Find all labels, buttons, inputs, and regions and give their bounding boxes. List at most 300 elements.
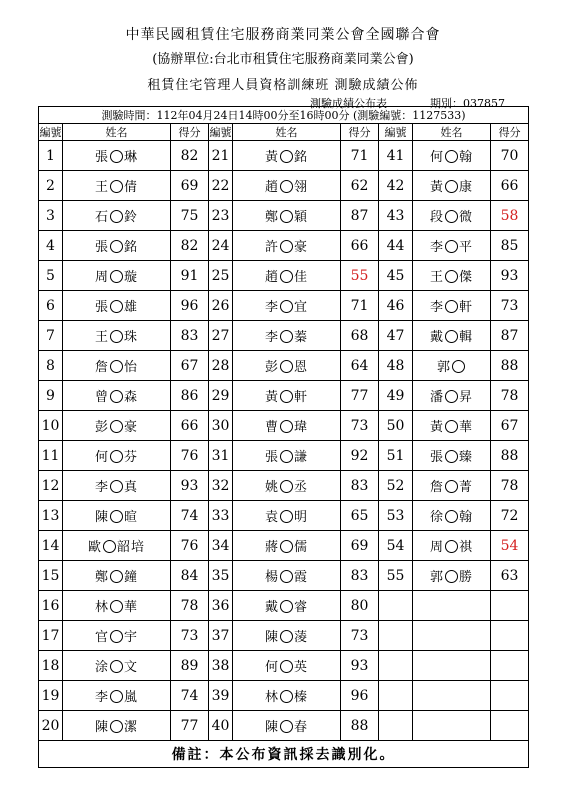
entry-number: 31 bbox=[209, 441, 233, 471]
entry-number: 9 bbox=[39, 381, 63, 411]
header-score: 得分 bbox=[341, 124, 379, 141]
entry-name bbox=[63, 651, 171, 681]
circle-mask-icon bbox=[445, 300, 458, 313]
given-name: 文 bbox=[124, 660, 139, 675]
entry-score: 78 bbox=[171, 591, 209, 621]
entry-name bbox=[63, 261, 171, 291]
entry-number: 30 bbox=[209, 411, 233, 441]
circle-mask-icon bbox=[280, 330, 293, 343]
given-name: 昇 bbox=[459, 390, 474, 405]
entry-score: 78 bbox=[491, 381, 529, 411]
entry-name bbox=[63, 381, 171, 411]
entry-name bbox=[413, 351, 491, 381]
surname: 李 bbox=[264, 330, 279, 345]
table-row bbox=[39, 351, 529, 381]
header-name: 姓名 bbox=[413, 124, 491, 141]
circle-mask-icon bbox=[110, 480, 123, 493]
entry-number: 35 bbox=[209, 561, 233, 591]
entry-score: 89 bbox=[171, 651, 209, 681]
surname: 許 bbox=[264, 240, 279, 255]
surname: 何 bbox=[429, 150, 444, 165]
entry-number: 6 bbox=[39, 291, 63, 321]
entry-name bbox=[233, 291, 341, 321]
entry-score: 73 bbox=[171, 621, 209, 651]
entry-score: 54 bbox=[491, 531, 529, 561]
entry-number: 33 bbox=[209, 501, 233, 531]
entry-name bbox=[413, 231, 491, 261]
table-row bbox=[39, 201, 529, 231]
entry-name bbox=[233, 471, 341, 501]
surname: 張 bbox=[94, 240, 109, 255]
entry-score: 68 bbox=[341, 321, 379, 351]
circle-mask-icon bbox=[445, 180, 458, 193]
period-label: 期別：037857 bbox=[430, 97, 505, 110]
entry-name bbox=[63, 291, 171, 321]
circle-mask-icon bbox=[445, 210, 458, 223]
given-name: 翰 bbox=[459, 510, 474, 525]
entry-score bbox=[491, 591, 529, 621]
entry-name bbox=[63, 711, 171, 741]
surname: 黃 bbox=[429, 420, 444, 435]
entry-score: 75 bbox=[171, 201, 209, 231]
surname: 戴 bbox=[264, 600, 279, 615]
given-name: 蓤 bbox=[294, 630, 309, 645]
circle-mask-icon bbox=[103, 540, 116, 553]
given-name: 翰 bbox=[459, 150, 474, 165]
entry-score: 55 bbox=[341, 261, 379, 291]
surname: 鄭 bbox=[264, 210, 279, 225]
circle-mask-icon bbox=[445, 420, 458, 433]
entry-score: 85 bbox=[491, 231, 529, 261]
surname: 林 bbox=[94, 600, 109, 615]
table-row bbox=[39, 591, 529, 621]
circle-mask-icon bbox=[280, 300, 293, 313]
surname: 林 bbox=[264, 690, 279, 705]
entry-number: 10 bbox=[39, 411, 63, 441]
given-name: 雄 bbox=[124, 300, 139, 315]
entry-name bbox=[233, 591, 341, 621]
entry-name bbox=[63, 501, 171, 531]
circle-mask-icon bbox=[445, 540, 458, 553]
entry-name bbox=[63, 351, 171, 381]
entry-name bbox=[413, 711, 491, 741]
given-name: 睿 bbox=[294, 600, 309, 615]
circle-mask-icon bbox=[110, 180, 123, 193]
entry-score: 76 bbox=[171, 441, 209, 471]
entry-score: 93 bbox=[491, 261, 529, 291]
surname: 李 bbox=[429, 240, 444, 255]
entry-score: 73 bbox=[341, 621, 379, 651]
surname: 陳 bbox=[94, 720, 109, 735]
table-row bbox=[39, 291, 529, 321]
document-subtitle: 租賃住宅管理人員資格訓練班 測驗成績公佈 bbox=[147, 78, 419, 93]
circle-mask-icon bbox=[110, 390, 123, 403]
entry-name bbox=[413, 261, 491, 291]
entry-name bbox=[63, 441, 171, 471]
entry-name bbox=[233, 681, 341, 711]
given-name: 謙 bbox=[294, 450, 309, 465]
entry-number: 3 bbox=[39, 201, 63, 231]
given-name: 宇 bbox=[124, 630, 139, 645]
given-name: 丞 bbox=[294, 480, 309, 495]
notice-label: 測驗成績公布表 bbox=[310, 97, 387, 110]
entry-score: 82 bbox=[171, 141, 209, 171]
entry-number: 36 bbox=[209, 591, 233, 621]
surname: 黃 bbox=[264, 150, 279, 165]
entry-score: 66 bbox=[171, 411, 209, 441]
entry-number: 8 bbox=[39, 351, 63, 381]
entry-score: 87 bbox=[491, 321, 529, 351]
entry-number: 32 bbox=[209, 471, 233, 501]
table-row bbox=[39, 471, 529, 501]
entry-score bbox=[491, 621, 529, 651]
circle-mask-icon bbox=[280, 210, 293, 223]
surname: 李 bbox=[264, 300, 279, 315]
entry-number bbox=[379, 711, 413, 741]
header-score: 得分 bbox=[171, 124, 209, 141]
circle-mask-icon bbox=[110, 300, 123, 313]
surname: 李 bbox=[94, 480, 109, 495]
circle-mask-icon bbox=[280, 270, 293, 283]
given-name: 鐘 bbox=[124, 570, 139, 585]
surname: 鄭 bbox=[94, 570, 109, 585]
entry-score: 63 bbox=[491, 561, 529, 591]
surname: 張 bbox=[429, 450, 444, 465]
surname: 王 bbox=[94, 330, 109, 345]
entry-name bbox=[233, 651, 341, 681]
circle-mask-icon bbox=[445, 240, 458, 253]
circle-mask-icon bbox=[445, 270, 458, 283]
given-name: 蓁 bbox=[294, 330, 309, 345]
entry-name bbox=[413, 321, 491, 351]
entry-score: 88 bbox=[341, 711, 379, 741]
entry-name bbox=[233, 501, 341, 531]
header-name: 姓名 bbox=[233, 124, 341, 141]
entry-number: 24 bbox=[209, 231, 233, 261]
surname: 段 bbox=[429, 210, 444, 225]
entry-score: 78 bbox=[491, 471, 529, 501]
entry-number: 41 bbox=[379, 141, 413, 171]
table-row bbox=[39, 531, 529, 561]
circle-mask-icon bbox=[110, 510, 123, 523]
entry-name bbox=[63, 231, 171, 261]
circle-mask-icon bbox=[280, 630, 293, 643]
score-table bbox=[38, 106, 529, 768]
entry-name bbox=[63, 321, 171, 351]
circle-mask-icon bbox=[445, 450, 458, 463]
entry-name bbox=[233, 171, 341, 201]
given-name: 勝 bbox=[459, 570, 474, 585]
surname: 官 bbox=[94, 630, 109, 645]
entry-score: 72 bbox=[491, 501, 529, 531]
entry-name bbox=[413, 651, 491, 681]
entry-score: 92 bbox=[341, 441, 379, 471]
entry-number bbox=[379, 681, 413, 711]
given-name: 豪 bbox=[294, 240, 309, 255]
entry-name bbox=[63, 591, 171, 621]
entry-name bbox=[63, 561, 171, 591]
given-name: 穎 bbox=[294, 210, 309, 225]
circle-mask-icon bbox=[110, 240, 123, 253]
entry-score: 96 bbox=[341, 681, 379, 711]
entry-name bbox=[413, 681, 491, 711]
entry-score: 86 bbox=[171, 381, 209, 411]
surname: 詹 bbox=[429, 480, 444, 495]
surname: 張 bbox=[94, 150, 109, 165]
circle-mask-icon bbox=[110, 420, 123, 433]
surname: 陳 bbox=[94, 510, 109, 525]
surname: 何 bbox=[264, 660, 279, 675]
entry-score bbox=[491, 711, 529, 741]
entry-number bbox=[379, 621, 413, 651]
entry-score: 66 bbox=[491, 171, 529, 201]
table-row bbox=[39, 261, 529, 291]
entry-number: 23 bbox=[209, 201, 233, 231]
table-row bbox=[39, 681, 529, 711]
surname: 何 bbox=[94, 450, 109, 465]
entry-number: 40 bbox=[209, 711, 233, 741]
entry-name bbox=[233, 261, 341, 291]
given-name: 宜 bbox=[294, 300, 309, 315]
entry-number: 20 bbox=[39, 711, 63, 741]
entry-number: 21 bbox=[209, 141, 233, 171]
given-name: 暄 bbox=[124, 510, 139, 525]
circle-mask-icon bbox=[445, 480, 458, 493]
entry-name bbox=[413, 381, 491, 411]
entry-number: 12 bbox=[39, 471, 63, 501]
surname: 楊 bbox=[264, 570, 279, 585]
entry-name bbox=[233, 351, 341, 381]
table-row bbox=[39, 231, 529, 261]
circle-mask-icon bbox=[445, 330, 458, 343]
surname: 石 bbox=[94, 210, 109, 225]
entry-name bbox=[413, 441, 491, 471]
entry-score: 83 bbox=[171, 321, 209, 351]
entry-score: 73 bbox=[341, 411, 379, 441]
entry-name bbox=[413, 531, 491, 561]
entry-number: 43 bbox=[379, 201, 413, 231]
given-name: 軒 bbox=[459, 300, 474, 315]
entry-number: 46 bbox=[379, 291, 413, 321]
entry-number: 22 bbox=[209, 171, 233, 201]
surname: 曹 bbox=[264, 420, 279, 435]
entry-score: 83 bbox=[341, 561, 379, 591]
entry-name bbox=[63, 621, 171, 651]
entry-name bbox=[233, 621, 341, 651]
entry-name bbox=[413, 591, 491, 621]
entry-number: 13 bbox=[39, 501, 63, 531]
given-name: 華 bbox=[124, 600, 139, 615]
footer-note: 備註：本公布資訊採去識別化。 bbox=[39, 741, 529, 768]
surname: 王 bbox=[94, 180, 109, 195]
entry-name bbox=[413, 411, 491, 441]
entry-score: 80 bbox=[341, 591, 379, 621]
circle-mask-icon bbox=[110, 600, 123, 613]
circle-mask-icon bbox=[280, 600, 293, 613]
organizer-line: (協辦單位:台北市租賃住宅服務商業同業公會) bbox=[152, 52, 414, 67]
entry-name bbox=[63, 471, 171, 501]
surname: 袁 bbox=[264, 510, 279, 525]
entry-score: 73 bbox=[491, 291, 529, 321]
entry-number: 17 bbox=[39, 621, 63, 651]
entry-number: 47 bbox=[379, 321, 413, 351]
given-name: 儒 bbox=[294, 540, 309, 555]
entry-number: 34 bbox=[209, 531, 233, 561]
given-name: 明 bbox=[294, 510, 309, 525]
entry-name bbox=[233, 381, 341, 411]
circle-mask-icon bbox=[280, 360, 293, 373]
given-name: 微 bbox=[459, 210, 474, 225]
header-name: 姓名 bbox=[63, 124, 171, 141]
entry-score: 93 bbox=[171, 471, 209, 501]
entry-number: 48 bbox=[379, 351, 413, 381]
circle-mask-icon bbox=[110, 720, 123, 733]
entry-name bbox=[413, 291, 491, 321]
surname: 張 bbox=[94, 300, 109, 315]
entry-number: 50 bbox=[379, 411, 413, 441]
entry-name bbox=[233, 711, 341, 741]
entry-number: 14 bbox=[39, 531, 63, 561]
entry-number: 19 bbox=[39, 681, 63, 711]
given-name: 菁 bbox=[459, 480, 474, 495]
table-row bbox=[39, 501, 529, 531]
surname: 歐 bbox=[87, 540, 102, 555]
entry-score: 88 bbox=[491, 441, 529, 471]
given-name: 恩 bbox=[294, 360, 309, 375]
surname: 姚 bbox=[264, 480, 279, 495]
entry-number: 15 bbox=[39, 561, 63, 591]
entry-score: 71 bbox=[341, 141, 379, 171]
entry-number: 52 bbox=[379, 471, 413, 501]
table-row bbox=[39, 441, 529, 471]
entry-name bbox=[233, 201, 341, 231]
circle-mask-icon bbox=[110, 360, 123, 373]
exam-time: 測驗時間：112年04月24日14時00分至16時00分 (測驗編號：1127533) bbox=[39, 107, 529, 124]
entry-score: 88 bbox=[491, 351, 529, 381]
circle-mask-icon bbox=[280, 540, 293, 553]
entry-name bbox=[233, 321, 341, 351]
entry-number: 5 bbox=[39, 261, 63, 291]
document-title: 中華民國租賃住宅服務商業同業公會全國聯合會 bbox=[125, 27, 441, 43]
entry-number: 29 bbox=[209, 381, 233, 411]
given-name: 豪 bbox=[124, 420, 139, 435]
given-name: 真 bbox=[124, 480, 139, 495]
circle-mask-icon bbox=[280, 480, 293, 493]
circle-mask-icon bbox=[110, 630, 123, 643]
given-name: 臻 bbox=[459, 450, 474, 465]
given-name: 鈴 bbox=[124, 210, 139, 225]
circle-mask-icon bbox=[280, 510, 293, 523]
entry-name bbox=[233, 141, 341, 171]
given-name: 芬 bbox=[124, 450, 139, 465]
circle-mask-icon bbox=[110, 450, 123, 463]
entry-score bbox=[491, 651, 529, 681]
circle-mask-icon bbox=[280, 180, 293, 193]
entry-name bbox=[233, 561, 341, 591]
circle-mask-icon bbox=[445, 510, 458, 523]
table-row bbox=[39, 141, 529, 171]
entry-name bbox=[63, 411, 171, 441]
entry-score: 65 bbox=[341, 501, 379, 531]
surname: 彭 bbox=[94, 420, 109, 435]
entry-number: 2 bbox=[39, 171, 63, 201]
circle-mask-icon bbox=[280, 570, 293, 583]
given-name: 韶培 bbox=[117, 540, 146, 555]
entry-score: 84 bbox=[171, 561, 209, 591]
circle-mask-icon bbox=[110, 270, 123, 283]
entry-score: 96 bbox=[171, 291, 209, 321]
surname: 陳 bbox=[264, 720, 279, 735]
entry-name bbox=[63, 141, 171, 171]
entry-number: 37 bbox=[209, 621, 233, 651]
surname: 李 bbox=[94, 690, 109, 705]
surname: 黃 bbox=[264, 390, 279, 405]
circle-mask-icon bbox=[110, 150, 123, 163]
given-name: 珠 bbox=[124, 330, 139, 345]
entry-score: 69 bbox=[171, 171, 209, 201]
entry-score: 87 bbox=[341, 201, 379, 231]
circle-mask-icon bbox=[280, 420, 293, 433]
given-name: 華 bbox=[459, 420, 474, 435]
surname: 黃 bbox=[429, 180, 444, 195]
entry-number: 55 bbox=[379, 561, 413, 591]
entry-score: 62 bbox=[341, 171, 379, 201]
circle-mask-icon bbox=[445, 150, 458, 163]
entry-score: 74 bbox=[171, 501, 209, 531]
given-name: 琳 bbox=[124, 150, 139, 165]
entry-name bbox=[413, 201, 491, 231]
surname: 張 bbox=[264, 450, 279, 465]
entry-name bbox=[233, 231, 341, 261]
given-name: 瑋 bbox=[294, 420, 309, 435]
entry-number: 25 bbox=[209, 261, 233, 291]
given-name: 平 bbox=[459, 240, 474, 255]
surname: 戴 bbox=[429, 330, 444, 345]
given-name: 倩 bbox=[124, 180, 139, 195]
entry-score bbox=[491, 681, 529, 711]
entry-name bbox=[413, 171, 491, 201]
entry-score: 91 bbox=[171, 261, 209, 291]
circle-mask-icon bbox=[110, 210, 123, 223]
entry-number: 49 bbox=[379, 381, 413, 411]
circle-mask-icon bbox=[280, 390, 293, 403]
entry-name bbox=[233, 441, 341, 471]
surname: 李 bbox=[429, 300, 444, 315]
entry-score: 70 bbox=[491, 141, 529, 171]
surname: 趙 bbox=[264, 180, 279, 195]
table-row bbox=[39, 381, 529, 411]
entry-score: 76 bbox=[171, 531, 209, 561]
circle-mask-icon bbox=[280, 450, 293, 463]
entry-number: 53 bbox=[379, 501, 413, 531]
given-name: 森 bbox=[124, 390, 139, 405]
entry-name bbox=[413, 471, 491, 501]
entry-score: 66 bbox=[341, 231, 379, 261]
entry-number: 39 bbox=[209, 681, 233, 711]
given-name: 銘 bbox=[294, 150, 309, 165]
surname: 詹 bbox=[94, 360, 109, 375]
entry-number: 16 bbox=[39, 591, 63, 621]
entry-name bbox=[233, 531, 341, 561]
given-name: 璇 bbox=[124, 270, 139, 285]
surname: 蔣 bbox=[264, 540, 279, 555]
circle-mask-icon bbox=[445, 390, 458, 403]
entry-name bbox=[413, 561, 491, 591]
circle-mask-icon bbox=[280, 240, 293, 253]
exam-time-row bbox=[39, 107, 529, 124]
header-no: 編號 bbox=[209, 124, 233, 141]
entry-name bbox=[63, 171, 171, 201]
